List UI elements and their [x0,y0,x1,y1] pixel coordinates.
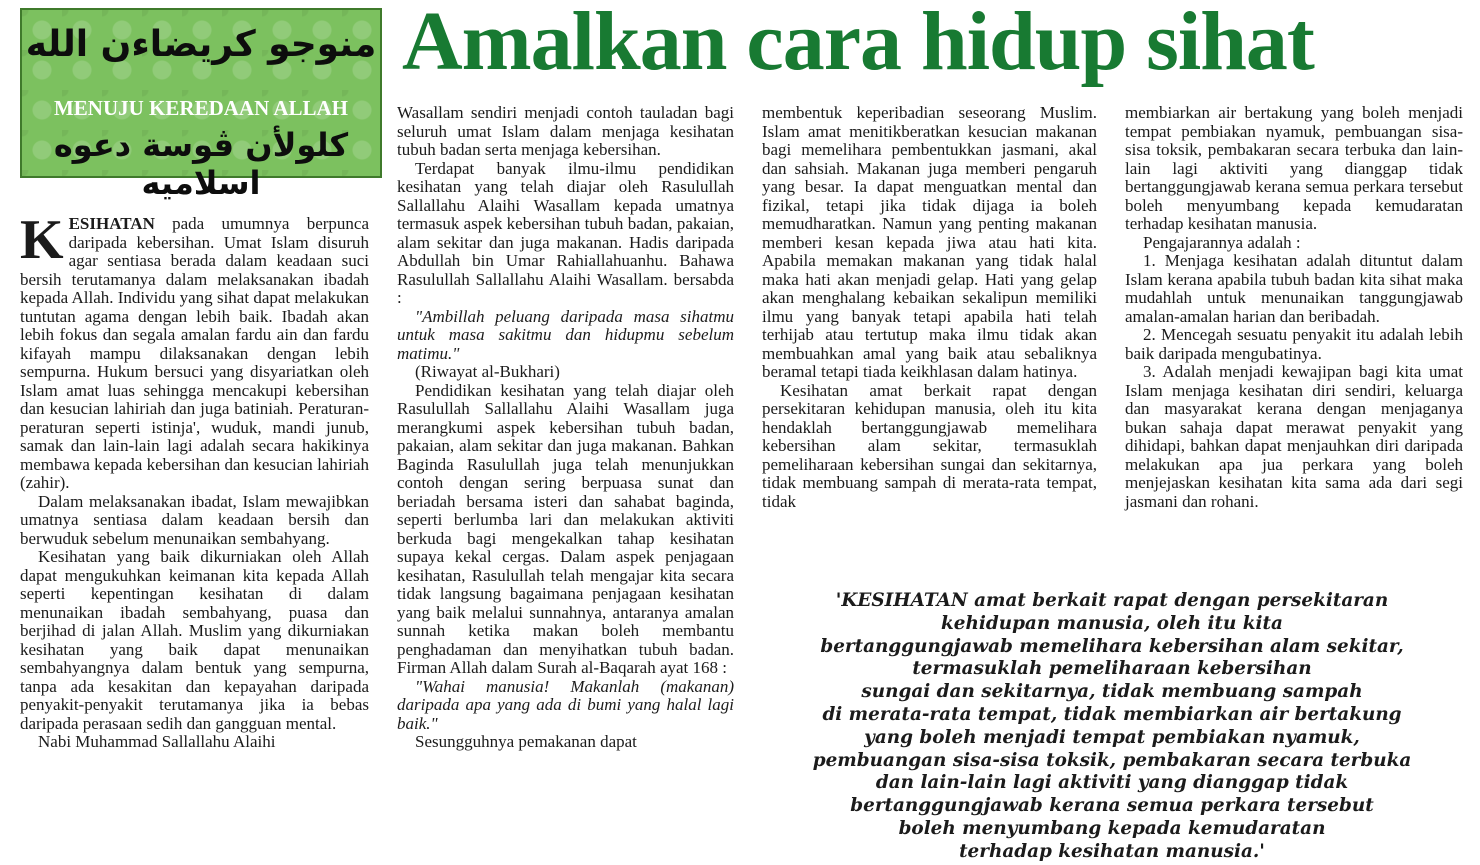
paragraph: Terdapat banyak ilmu-ilmu pendidikan kesihatan yang telah diajar oleh Rasulullah Sallallahu Alaihi Wasallam kepada umatnya termasuk aspek kebersihan tubuh badan, pakaian, alam sekitar dan juga makanan. Hadis daripada Abdullah bin Umar Rahiallahuanhu. Bahawa Rasulullah Sallallahu Alaihi Wasallam. bersabda : [397,158,734,307]
pull-quote-line: terhadap kesihatan manusia.' [959,840,1265,862]
paragraph: Pendidikan kesihatan yang telah diajar oleh Rasulullah Sallallahu Alaihi Wasallam juga merangkumi aspek kebersihan tubuh badan, pakaian, alam sekitar dan juga makanan. Bahkan Baginda Rasulullah juga telah menunjukkan contoh dengan sering berpuasa sunat dan beriadah bersama isteri dan sahabat baginda, seperti berlumba lari dan melakukan aktiviti berkuda bagi mengekalkan tahap kesihatan supaya kekal cergas. Dalam aspek penjagaan kesihatan, Rasulullah telah mengajar kita secara tidak langsung bagaimana penjagaan kesihatan yang baik melalui sunnahnya, antaranya amalan sunnah ketika makan boleh membantu penghadaman dan menyihatkan tubuh badan. Firman Allah dalam Surah al-Baqarah ayat 168 : [397,380,734,677]
paragraph: Nabi Muhammad Sallallahu Alaihi [38,732,276,751]
logo-arabic-subtitle: كلولأن ڤوسة دعوه اسلاميه [53,126,349,202]
paragraph: membentuk keperibadian seseorang Muslim. Islam amat menitikberatkan kesucian makanan bagi memelihara pembentukkan jasmani, akal dan sahsiah. Makanan juga memberi pengaruh yang besar. Ia dapat menguatkan mental dan fizikal, tetapi jika tidak dijaga ia boleh memudharatkan. Namun yang penting makanan memberi kesan kepada jiwa atau hati kita. Apabila memakan makanan yang tidak halal maka hati akan menjadi gelap. Hati yang gelap akan menghalang kebaikan sekalipun memiliki ilmu yang banyak tetapi apabila hati telah terhijab atau tertutup maka ilmu tidak akan membuahkan amal yang baik atau sebaliknya beramal tetapi tiada keikhlasan dalam hatinya. [762,103,1097,381]
article-column-3 [762,104,1097,511]
pull-quote [762,590,1462,864]
paragraph: membiarkan air bertakung yang boleh menjadi tempat pembiakan nyamuk, pembuangan sisa-sisa toksik, pembakaran secara terbuka dan lain-lain lagi aktiviti yang dianggap tidak bertanggungjawab kerana semua perkara tersebut boleh menyumbang kepada kemudaratan terhadap kesihatan manusia. [1125,103,1463,233]
hadith-quote: "Ambillah peluang daripada masa sihatmu untuk masa sakitmu dan hidupmu sebelum matimu." [397,306,734,363]
list-item: 3. Adalah menjadi kewajipan bagi kita umat Islam menjaga kesihatan diri sendiri, keluarga dan masyarakat kerana dengan menjaganya bukan sahaja dapat merawat penyakit yang dihidapi, bahkan dapat menjauhkan diri daripada melakukan apa jua perkara yang boleh menjejaskan kesihatan kita sama ada dari segi jasmani dan rohani. [1125,362,1463,511]
pull-quote-line: yang boleh menjadi tempat pembiakan nyamuk, [864,726,1360,748]
article-column-1 [20,209,369,752]
list-item: 2. Mencegah sesuatu penyakit itu adalah lebih baik daripada mengubatinya. [1125,325,1463,363]
drop-cap: K [20,209,64,271]
paragraph: Kesihatan amat berkait rapat dengan persekitaran kehidupan manusia, oleh itu kita hendaklah bertanggungjawab memelihara kebersihan alam sekitar, termasuklah pemeliharaan kebersihan sungai dan sekitarnya, tidak membuang sampah di merata-rata tempat, tidak [762,380,1097,511]
pull-quote-line: bertanggungjawab memelihara kebersihan alam sekitar, [820,635,1404,657]
list-item: 1. Menjaga kesihatan adalah dituntut dalam Islam kerana apabila tubuh badan kita sihat maka mudahlah untuk menunaikan tanggungjawab amalan-amalan harian dan beribadah. [1125,251,1463,326]
quote-source: (Riwayat al-Bukhari) [415,362,560,381]
pull-quote-line: 'KESIHATAN amat berkait rapat dengan persekitaran [835,590,1389,611]
article-column-2 [397,104,734,752]
paragraph: Pengajarannya adalah : [1143,232,1301,252]
logo-arabic-title: منوجو كريضاءن الله [25,24,377,65]
paragraph: Wasallam sendiri menjadi contoh tauladan bagi seluruh umat Islam dalam menjaga kesihatan tubuh badan serta menjaga kebersihan. [397,103,734,159]
paragraph: Kesihatan yang baik dikurniakan oleh Allah dapat mengukuhkan keimanan kita kepada Allah seperti kepentingan kesihatan di dalam menunaikan ibadah sembahyang, puasa dan berjihad di jalan Allah. Muslim yang dikurniakan kesihatan yang baik dapat menunaikan sembahyangnya dalam bentuk yang sempurna, tanpa ada kesakitan dan kepayahan daripada penyakit-penyakit terutamanya jika ia bebas daripada perasaan sedih dan gangguan mental. [20,547,369,733]
pull-quote-line: boleh menyumbang kepada kemudaratan [898,817,1326,839]
paragraph: Sesungguhnya pemakanan dapat [415,732,637,751]
pull-quote-line: pembuangan sisa-sisa toksik, pembakaran secara terbuka [812,749,1412,771]
pull-quote-line: sungai dan sekitarnya, tidak membuang sampah [861,681,1363,703]
quran-quote: "Wahai manusia! Makanlah (makanan) daripada apa yang ada di bumi yang halal lagi baik." [397,676,734,733]
pull-quote-line: bertanggungjawab kerana semua perkara tersebut [850,795,1374,817]
pull-quote-line: dan lain-lain lagi aktiviti yang dianggap tidak [875,772,1349,794]
lead-word: ESIHATAN [68,214,155,233]
paragraph-text: pada umumnya berpunca daripada kebersihan. Umat Islam disuruh agar sentiasa berada dalam keadaan suci bersih terutamanya dalam melaksanakan ibadah kepada Allah. Individu yang sihat dapat melakukan tuntutan agama dengan lebih baik. Ibadah akan lebih fokus dan segala amalan fardu ain dan fardu kifayah mampu dilaksanakan dengan lebih sempurna. Hukum bersuci yang disyariatkan oleh Islam amat luas sehingga mencakupi kebersihan dan kesucian lahiriah dan juga batiniah. Peraturan-peraturan seperti istinja', wuduk, mandi junub, samak dan lain-lain lagi adalah secara hakikinya membawa kepada kebersihan dan kesucian lahiriah (zahir). [20,214,369,492]
logo-motto: MENUJU KEREDAAN ALLAH [53,96,349,120]
paragraph: Dalam melaksanakan ibadat, Islam mewajibkan umatnya sentiasa dalam keadaan bersih dan berwuduk sebelum menunaikan sembahyang. [20,491,369,548]
pull-quote-line: termasuklah pemeliharaan kebersihan [912,658,1312,680]
pull-quote-line: di merata-rata tempat, tidak membiarkan air bertakung [822,703,1402,725]
paragraph [20,209,369,493]
column-logo [20,8,382,202]
pull-quote-line: kehidupan manusia, oleh itu kita [941,612,1283,634]
article-headline: Amalkan cara hidup sihat [402,0,1314,88]
article-column-4 [1125,104,1463,511]
